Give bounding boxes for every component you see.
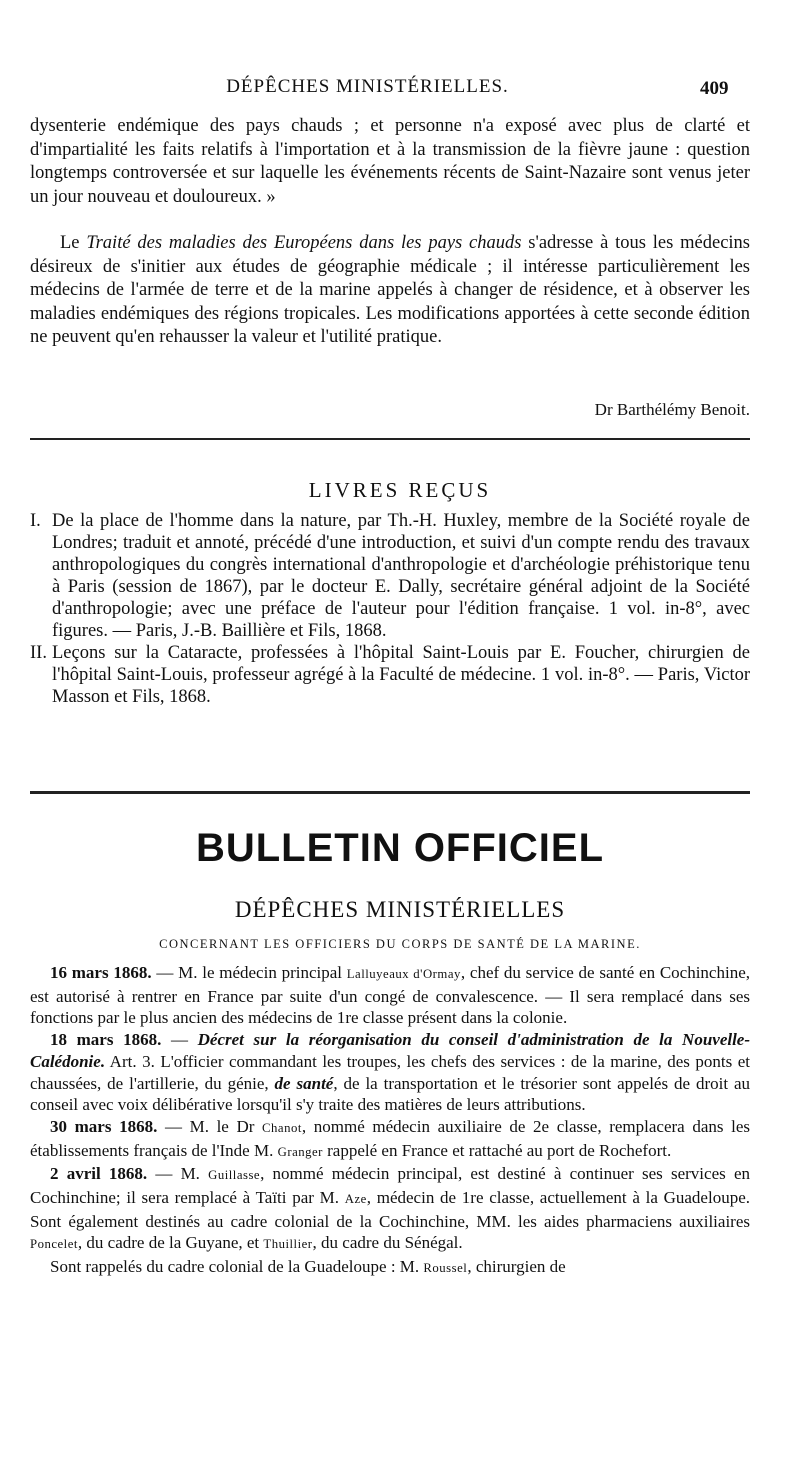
item-text: De la place de l'homme dans la nature, par Th.-H. Huxley, membre de la Société royale de Londres; traduit et annoté, précédé d'une introduction, et suivi d'un compte rendu des travaux anthropologiques du congrès international d'anthropologie et d'archéologie préhistorique tenu à Paris (session de 1867), par le docteur E. Dally, secrétaire général adjoint de la Société d'anthropologie; avec une préface de l'auteur pour l'édition française. 1 vol. in-8°, avec figures. — Paris, J.-B. Baillière et Fils, 1868. bbox=[52, 511, 750, 641]
book-title: Traité des maladies des Européens dans les pays chauds bbox=[86, 233, 522, 253]
entry-date: 2 avril 1868. bbox=[50, 1164, 148, 1184]
bulletin-title: BULLETIN OFFICIEL bbox=[195, 826, 605, 870]
entry-text: , chef du service de santé en Cochinchine, est autorisé à rentrer en France par suite d'un congé de convalescence. — Il sera remplacé dans ses fonctions par le plus ancien des médecins de 1re classe présent dans la colonie. bbox=[30, 963, 750, 1028]
entry-rappeles bbox=[30, 1256, 750, 1280]
item-number: II. bbox=[30, 643, 47, 663]
entry-text: , nommé médecin auxiliaire de 2e classe, remplacera dans les établissements français de l'Inde M. bbox=[30, 1116, 750, 1160]
livres-list bbox=[30, 510, 750, 708]
emphasis-sante: de santé bbox=[274, 1073, 334, 1093]
page-number: 409 bbox=[700, 78, 729, 99]
person-name: Poncelet bbox=[30, 1237, 78, 1252]
entry-text: rappelé en France et rattaché au port de Rochefort. bbox=[322, 1140, 672, 1160]
person-name: Aze bbox=[344, 1192, 367, 1207]
entry-text: , du cadre du Sénégal. bbox=[312, 1233, 463, 1253]
entry-date: 16 mars 1868. bbox=[50, 963, 152, 982]
entry-18-mars bbox=[30, 1029, 750, 1116]
entry-text: Sont rappelés du cadre colonial de la Guadeloupe : M. bbox=[50, 1257, 424, 1277]
p2-before: Le bbox=[60, 233, 87, 253]
decree-title: Décret sur la réorganisation du conseil d'administration de la Nouvelle-Calédonie. bbox=[30, 1030, 751, 1071]
bulletin-entries bbox=[30, 962, 750, 1280]
entry-2-avril bbox=[30, 1163, 750, 1256]
entry-text: — M. bbox=[147, 1164, 209, 1184]
person-name: Granger bbox=[277, 1144, 323, 1159]
list-item bbox=[30, 510, 750, 642]
p2-after: s'adresse à tous les médecins désireux de s'initier aux études de géographie médicale ; il intéresse particulièrement les médecins de l'armée de terre et de la marine appelés à changer de résidence, et à observer les maladies endémiques des régions tropicales. Les modifications apportées à cette seconde édition ne peuvent qu'en rehausser la valeur et l'utilité pratique. bbox=[30, 233, 750, 347]
section-divider bbox=[30, 791, 750, 794]
entry-text: — M. le Dr bbox=[157, 1116, 263, 1136]
livres-heading: LIVRES REÇUS bbox=[308, 478, 492, 502]
entry-text: , de la transportation et le trésorier sont appelés de droit au conseil avec voix délibérative lorsqu'il s'y traite des matières de leurs attributions. bbox=[30, 1073, 751, 1115]
review-paragraph-1: dysenterie endémique des pays chauds ; et personne n'a exposé avec plus de clarté et d'impartialité les faits relatifs à l'importation et à la transmission de la fièvre jaune : question longtemps controversée et sur laquelle les événements récents de Saint-Nazaire sont venus jeter un jour nouveau et douloureux. » bbox=[30, 116, 750, 207]
person-name: Roussel bbox=[423, 1261, 468, 1276]
entry-text: , chirurgien de bbox=[467, 1257, 566, 1277]
entry-date: 30 mars 1868. bbox=[50, 1116, 158, 1136]
running-header: DÉPÊCHES MINISTÉRIELLES. bbox=[226, 76, 509, 97]
bulletin-subtitle: DÉPÊCHES MINISTÉRIELLES bbox=[234, 897, 566, 922]
section-divider bbox=[30, 438, 750, 440]
entry-16-mars bbox=[30, 962, 750, 1029]
review-signature: Dr Barthélémy Benoit. bbox=[594, 400, 750, 419]
entry-date: 18 mars 1868. bbox=[50, 1030, 162, 1050]
entry-text: Art. 3. L'officier commandant les troupes, les chefs des services : de la marine, des ponts et chaussées, de l'artillerie, du génie, bbox=[30, 1051, 750, 1093]
entry-text: — bbox=[161, 1030, 198, 1050]
person-name: Thuillier bbox=[263, 1237, 313, 1252]
person-name: Guillasse bbox=[208, 1168, 261, 1183]
person-name: Lalluyeaux d'Ormay bbox=[346, 967, 461, 981]
item-text: Leçons sur la Cataracte, professées à l'hôpital Saint-Louis par E. Foucher, chirurgien de l'hôpital Saint-Louis, professeur agrégé à la Faculté de médecine. 1 vol. in-8°. — Paris, Victor Masson et Fils, 1868. bbox=[52, 643, 750, 707]
entry-text: , médecin de 1re classe, actuellement à la Guadeloupe. Sont également destinés au cadre colonial de la Cochinchine, MM. les aides pharmaciens auxiliaires bbox=[30, 1188, 750, 1231]
person-name: Chanot bbox=[262, 1120, 302, 1135]
bulletin-concernant: CONCERNANT LES OFFICIERS DU CORPS DE SANTÉ DE LA MARINE. bbox=[159, 937, 641, 951]
item-number: I. bbox=[30, 511, 41, 531]
entry-text: — M. le médecin principal bbox=[151, 963, 347, 982]
entry-text: , nommé médecin principal, est destiné à continuer ses services en Cochinchine; il sera remplacé à Taïti par M. bbox=[30, 1164, 750, 1208]
review-paragraph-2 bbox=[30, 232, 750, 350]
list-item bbox=[30, 642, 750, 708]
entry-30-mars bbox=[30, 1116, 750, 1163]
entry-text: , du cadre de la Guyane, et bbox=[77, 1233, 264, 1253]
